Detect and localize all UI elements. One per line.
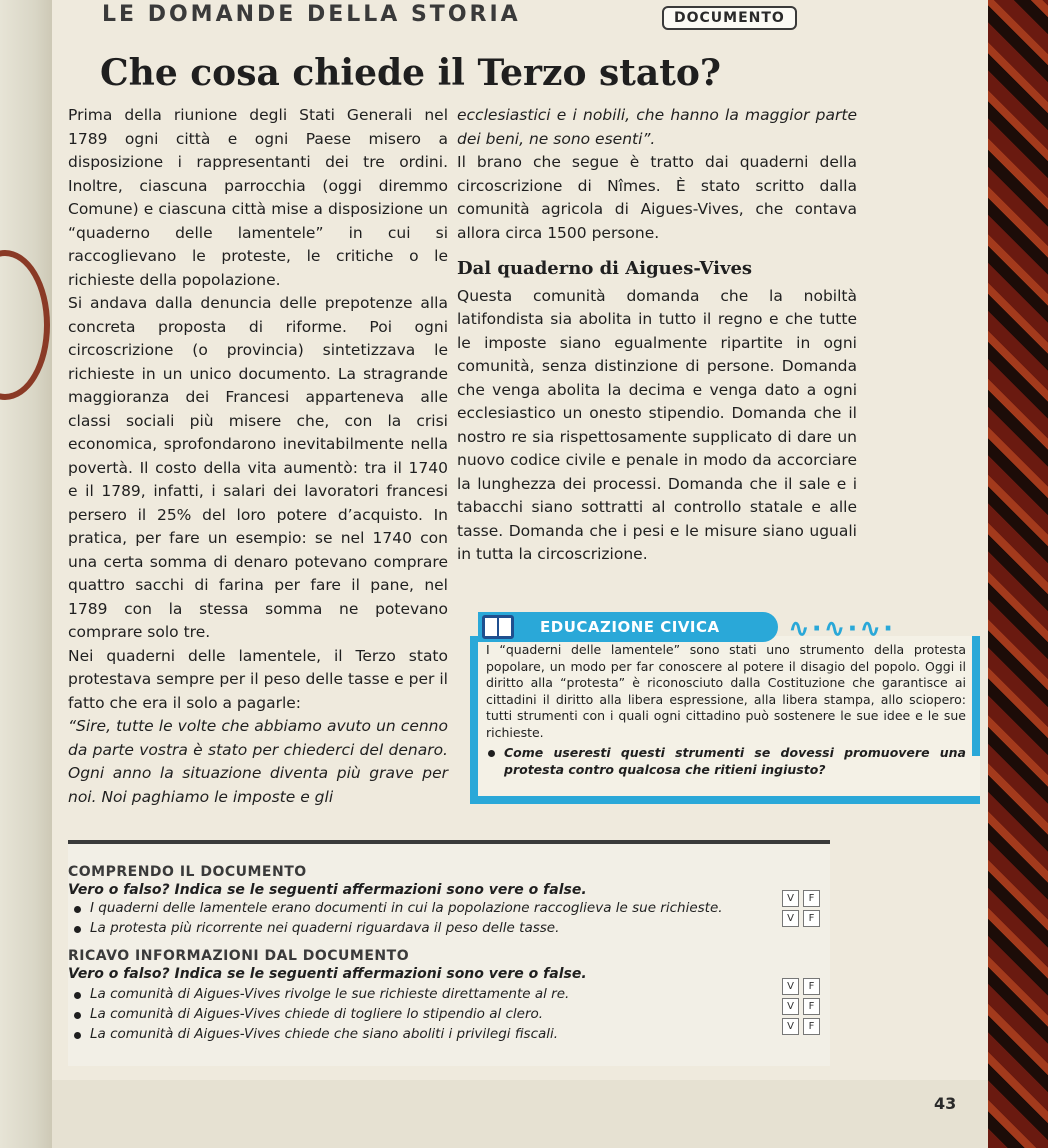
left-page-photo-strip [0, 0, 58, 1148]
page-bottom-band [52, 1080, 988, 1148]
true-false-choice [782, 998, 820, 1015]
comprehension-instruction: Vero o falso? Indica se le seguenti affermazioni sono vere o false. [68, 882, 587, 898]
bullet-icon [74, 1032, 81, 1039]
page-number: 43 [934, 1094, 957, 1113]
statement [74, 1006, 543, 1022]
wheel-illustration [0, 250, 50, 400]
paragraph: Nei quaderni delle lamentele, il Terzo stato protestava sempre per il peso delle tasse e per il fatto che era il solo a pagarle: [68, 646, 448, 712]
civic-text: I “quaderni delle lamentele” sono stati uno strumento della protesta popolare, un modo per far conoscere al potere il disagio del popolo. Oggi il diritto alla “protesta” è riconosciuto dalla Costituzione che garantisce ai cittadini il diritto alla libera espressione, alla libera stampa, allo sciopero: tutti strumenti con i quali ogni cittadino può sostenere le sue idee e le sue richieste. [486, 642, 966, 740]
civic-question-text: Come useresti questi strumenti se dovessi promuovere una protesta contro qualcosa che ritieni ingiusto? [504, 745, 966, 777]
statement-text: La comunità di Aigues-Vives rivolge le sue richieste direttamente al re. [90, 986, 570, 1002]
statement [74, 1026, 558, 1042]
exercise-box [68, 844, 830, 1066]
statement-text: La comunità di Aigues-Vives chiede che siano aboliti i privilegi fiscali. [90, 1026, 559, 1042]
true-checkbox[interactable]: V [782, 1018, 799, 1035]
bullet-icon [74, 1012, 81, 1019]
statement [74, 986, 569, 1002]
quote-continuation: ecclesiastici e i nobili, che hanno la maggior parte dei beni, ne sono esenti”. [457, 106, 857, 148]
true-checkbox[interactable]: V [782, 890, 799, 907]
false-checkbox[interactable]: F [803, 998, 820, 1015]
true-checkbox[interactable]: V [782, 998, 799, 1015]
right-column [457, 104, 857, 567]
false-checkbox[interactable]: F [803, 1018, 820, 1035]
information-heading: RICAVO INFORMAZIONI DAL DOCUMENTO [68, 948, 410, 964]
right-decorative-strip [988, 0, 1048, 1148]
true-false-choice [782, 890, 820, 907]
true-checkbox[interactable]: V [782, 910, 799, 927]
page-title: Che cosa chiede il Terzo stato? [100, 52, 721, 94]
information-instruction: Vero o falso? Indica se le seguenti affermazioni sono vere o false. [68, 966, 587, 982]
true-false-choice [782, 1018, 820, 1035]
document-text: Questa comunità domanda che la nobiltà latifondista sia abolita in tutto il regno e che tutte le imposte siano egualmente ripartite in ogni comunità, senza distinzione di persone. Domanda che venga abolita la decima e venga dato a ogni ecclesiastico un onesto stipendio. Domanda che il nostro re sia rispettosamente supplicato di dare un nuovo codice civile e penale in modo da accorciare la lunghezza dei processi. Domanda che il sale e i tabacchi siano sottratti al controllo statale e alle tasse. Domanda che i pesi e le misure siano uguali in tutta la circoscrizione. [457, 286, 857, 563]
paragraph: Si andava dalla denuncia delle prepotenze alla concreta proposta di riforme. Poi ogni circoscrizione (o provincia) sintetizzava le richieste in un unico documento. La stragrande maggioranza dei Francesi apparteneva alle classi sociali più misere che, con la crisi economica, sprofondarono inevitabilmente nella povertà. Il costo della vita aumentò: tra il 1740 e il 1789, infatti, i salari dei lavoratori francesi persero il 25% del loro potere d’acquisto. In pratica, per fare un esempio: se nel 1740 con una certa somma di denaro potevano comprare quattro sacchi di farina per fare il pane, nel 1789 con la stessa somma ne potevano comprare solo tre. [68, 294, 448, 641]
paragraph: Prima della riunione degli Stati Generali nel 1789 ogni città e ogni Paese misero a disposizione i rappresentanti dei tre ordini. Inoltre, ciascuna parrocchia (oggi diremmo Comune) e ciascuna città mise a disposizione un “quaderno delle lamentele” in cui si raccoglievano le proteste, le critiche o le richieste della popolazione. [68, 106, 448, 289]
statement-text: La comunità di Aigues-Vives chiede di togliere lo stipendio al clero. [90, 1006, 544, 1022]
document-heading: Dal quaderno di Aigues-Vives [457, 258, 753, 279]
left-column [68, 104, 448, 809]
true-checkbox[interactable]: V [782, 978, 799, 995]
false-checkbox[interactable]: F [803, 910, 820, 927]
civic-header-label: EDUCAZIONE CIVICA [540, 618, 720, 636]
false-checkbox[interactable]: F [803, 890, 820, 907]
civic-body [486, 642, 966, 778]
civic-frame-edge [972, 636, 980, 756]
civic-education-box [470, 612, 1000, 804]
true-false-choice [782, 910, 820, 927]
book-icon [482, 615, 514, 639]
series-title: LE DOMANDE DELLA STORIA [102, 2, 521, 27]
bullet-icon [74, 926, 81, 933]
bullet-icon [74, 992, 81, 999]
quote-text: “Sire, tutte le volte che abbiamo avuto un cenno da parte vostra è stato per chiederci del denaro. Ogni anno la situazione diventa più grave per noi. Noi paghiamo le imposte e gli [68, 717, 448, 806]
book-page [52, 0, 988, 1148]
bullet-icon [74, 906, 81, 913]
statement-text: I quaderni delle lamentele erano documenti in cui la popolazione raccoglieva le sue richieste. [90, 900, 723, 916]
statement-text: La protesta più ricorrente nei quaderni riguardava il peso delle tasse. [90, 920, 560, 936]
page-header [52, 0, 988, 36]
false-checkbox[interactable]: F [803, 978, 820, 995]
bullet-icon [488, 750, 495, 757]
civic-question [486, 745, 966, 778]
decorative-wave-icon: ∿·∿·∿· [788, 614, 895, 644]
true-false-choice [782, 978, 820, 995]
statement [74, 900, 723, 916]
comprehension-heading: COMPRENDO IL DOCUMENTO [68, 864, 307, 880]
intro-paragraph: Il brano che segue è tratto dai quaderni della circoscrizione di Nîmes. È stato scritto dalla comunità agricola di Aigues-Vives, che contava allora circa 1500 persone. [457, 153, 857, 242]
statement [74, 920, 559, 936]
civic-header [478, 612, 778, 642]
document-badge: DOCUMENTO [662, 6, 797, 30]
